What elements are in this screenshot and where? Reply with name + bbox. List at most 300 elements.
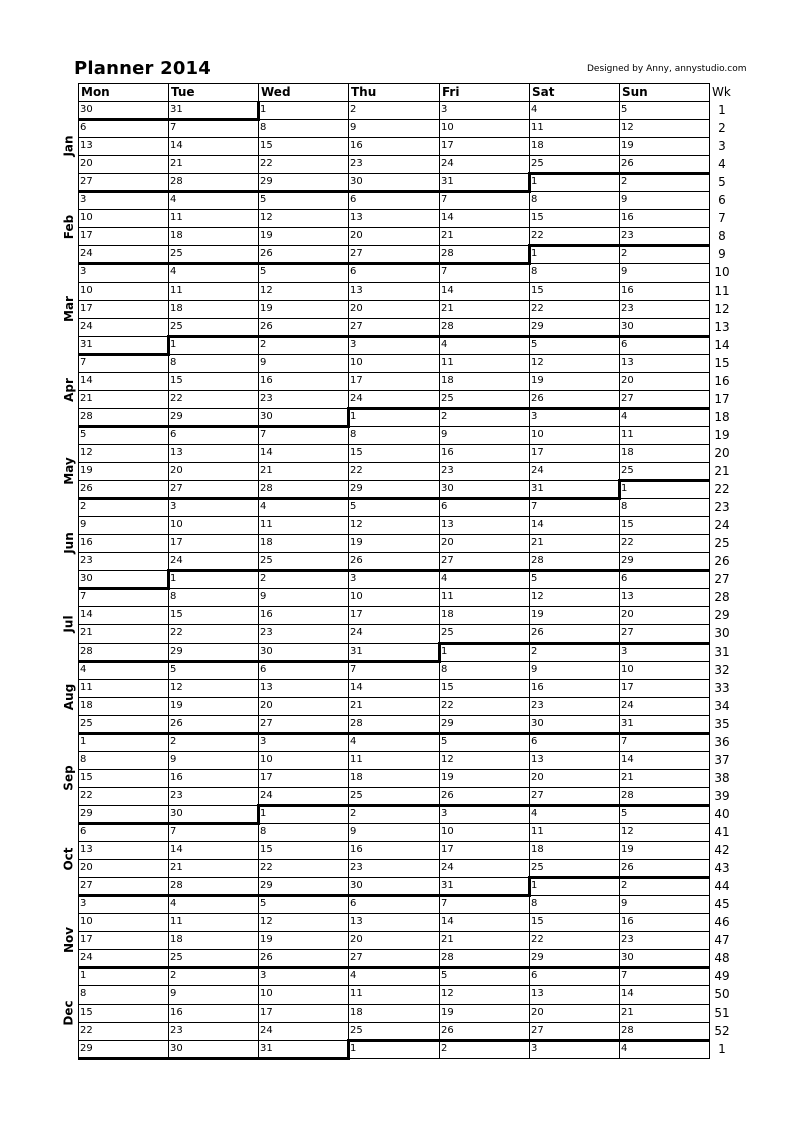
month-boundary (78, 1057, 350, 1060)
grid-hline (78, 534, 710, 535)
day-cell: 6 (170, 428, 177, 440)
day-cell: 14 (80, 609, 93, 621)
month-boundary (528, 244, 710, 247)
day-cell: 4 (441, 338, 448, 350)
day-cell: 6 (441, 501, 448, 513)
month-label-dec (60, 967, 78, 1057)
month-label-jul (60, 588, 78, 660)
day-cell: 17 (621, 681, 634, 693)
day-cell: 23 (621, 934, 634, 946)
day-cell: 2 (621, 248, 628, 260)
day-cell: 27 (531, 789, 544, 801)
day-cell: 10 (531, 428, 544, 440)
day-cell: 28 (441, 320, 454, 332)
day-cell: 19 (441, 771, 454, 783)
day-cell: 16 (531, 681, 544, 693)
day-cell: 17 (80, 934, 93, 946)
day-cell: 1 (260, 807, 267, 819)
day-cell: 12 (260, 916, 273, 928)
week-number: 10 (714, 265, 730, 280)
column-header-sun: Sun (622, 85, 648, 99)
month-boundary (78, 497, 621, 500)
day-cell: 8 (260, 826, 267, 837)
day-cell: 22 (80, 789, 93, 801)
day-cell: 30 (260, 410, 273, 422)
day-cell: 3 (80, 194, 87, 206)
month-label-text: Apr (62, 377, 77, 402)
grid-hline (78, 83, 710, 84)
day-cell: 27 (531, 1024, 544, 1036)
week-number: 47 (714, 933, 730, 948)
day-cell: 27 (350, 248, 363, 260)
day-cell: 1 (260, 104, 267, 115)
month-label-text: Aug (62, 683, 77, 710)
day-cell: 22 (531, 934, 544, 946)
day-cell: 9 (170, 988, 177, 1000)
day-cell: 23 (350, 158, 363, 170)
month-boundary (78, 118, 260, 121)
week-number: 38 (714, 770, 730, 785)
month-label-text: Jun (62, 532, 76, 554)
grid-hline (78, 516, 710, 517)
day-cell: 27 (260, 717, 273, 729)
day-cell: 21 (170, 862, 183, 874)
day-cell: 31 (441, 880, 454, 892)
day-cell: 28 (531, 555, 544, 567)
month-label-text: Oct (62, 847, 76, 871)
week-number: 41 (714, 825, 730, 839)
day-cell: 27 (621, 627, 634, 639)
grid-hline (78, 588, 710, 589)
day-cell: 7 (531, 501, 538, 513)
week-number: 3 (718, 139, 726, 154)
day-cell: 16 (441, 446, 454, 458)
day-cell: 12 (621, 826, 634, 837)
day-cell: 28 (170, 880, 183, 892)
month-label-text: Dec (62, 999, 76, 1026)
day-cell: 24 (260, 789, 273, 801)
month-boundary (78, 262, 531, 265)
week-number: 7 (718, 211, 726, 226)
column-header-mon: Mon (81, 85, 110, 99)
day-cell: 18 (441, 374, 454, 386)
day-cell: 19 (621, 140, 634, 152)
day-cell: 3 (441, 104, 448, 115)
day-cell: 21 (531, 537, 544, 549)
week-number: 31 (714, 644, 730, 659)
day-cell: 20 (350, 302, 363, 314)
week-number: 25 (714, 536, 730, 551)
week-number: 12 (714, 301, 730, 316)
month-label-apr (60, 354, 78, 426)
day-cell: 6 (80, 122, 87, 134)
day-cell: 5 (441, 970, 448, 982)
day-cell: 13 (80, 844, 93, 856)
day-cell: 1 (170, 338, 177, 350)
month-label-text: Nov (62, 927, 77, 954)
day-cell: 2 (441, 410, 448, 422)
day-cell: 24 (441, 158, 454, 170)
day-cell: 3 (260, 970, 267, 982)
day-cell: 22 (260, 862, 273, 874)
day-cell: 23 (441, 465, 454, 476)
week-number: 46 (714, 915, 730, 930)
day-cell: 23 (260, 627, 273, 639)
day-cell: 7 (621, 970, 628, 982)
day-cell: 25 (80, 717, 93, 729)
day-cell: 9 (350, 826, 357, 837)
grid-hline (78, 787, 710, 788)
day-cell: 17 (170, 537, 183, 549)
day-cell: 9 (621, 194, 628, 206)
column-header-fri: Fri (442, 85, 460, 99)
day-cell: 6 (621, 573, 628, 585)
day-cell: 20 (80, 862, 93, 874)
day-cell: 9 (350, 122, 357, 134)
month-boundary (528, 876, 531, 896)
day-cell: 9 (441, 428, 448, 440)
day-cell: 5 (350, 501, 357, 513)
column-header-sat: Sat (532, 85, 555, 99)
week-number: 42 (714, 843, 730, 858)
day-cell: 2 (441, 1042, 448, 1054)
day-cell: 7 (441, 266, 448, 278)
grid-hline (78, 949, 710, 950)
day-cell: 30 (350, 176, 363, 188)
day-cell: 3 (531, 1042, 538, 1054)
day-cell: 14 (350, 681, 363, 693)
day-cell: 2 (260, 573, 267, 585)
day-cell: 2 (170, 970, 177, 982)
day-cell: 2 (80, 501, 87, 513)
day-cell: 30 (350, 880, 363, 892)
day-cell: 23 (170, 1024, 183, 1036)
day-cell: 23 (621, 302, 634, 314)
week-number: 2 (718, 121, 726, 136)
grid-hline (78, 1004, 710, 1005)
month-label-feb (60, 191, 78, 263)
day-cell: 15 (260, 844, 273, 856)
day-cell: 11 (621, 428, 634, 440)
week-number: 13 (714, 319, 730, 334)
day-cell: 12 (531, 356, 544, 368)
day-cell: 24 (80, 952, 93, 964)
day-cell: 1 (621, 483, 628, 495)
week-number: 51 (714, 1005, 730, 1020)
day-cell: 25 (170, 248, 183, 260)
day-cell: 6 (350, 194, 357, 206)
week-number: 22 (714, 482, 730, 497)
day-cell: 6 (350, 266, 357, 278)
day-cell: 11 (260, 519, 273, 531)
month-label-text: Mar (62, 295, 76, 322)
day-cell: 18 (441, 609, 454, 621)
day-cell: 21 (170, 158, 183, 170)
month-label-jan (60, 101, 78, 191)
week-number: 14 (714, 337, 730, 352)
month-boundary (528, 172, 531, 192)
day-cell: 16 (260, 374, 273, 386)
day-cell: 17 (441, 140, 454, 152)
day-cell: 18 (531, 140, 544, 152)
day-cell: 11 (170, 212, 183, 224)
day-cell: 3 (531, 410, 538, 422)
column-header-wed: Wed (261, 85, 291, 99)
day-cell: 23 (531, 699, 544, 711)
week-number: 30 (714, 626, 730, 641)
day-cell: 13 (260, 681, 273, 693)
day-cell: 29 (80, 1042, 93, 1054)
day-cell: 7 (441, 194, 448, 206)
day-cell: 24 (621, 699, 634, 711)
day-cell: 21 (80, 392, 93, 404)
day-cell: 9 (621, 898, 628, 910)
day-cell: 15 (531, 212, 544, 224)
day-cell: 25 (621, 465, 634, 476)
day-cell: 28 (621, 789, 634, 801)
day-cell: 1 (80, 735, 87, 747)
month-boundary (438, 642, 441, 662)
day-cell: 20 (621, 609, 634, 621)
day-cell: 8 (170, 591, 177, 603)
day-cell: 22 (80, 1024, 93, 1036)
grid-hline (78, 227, 710, 228)
day-cell: 19 (260, 302, 273, 314)
grid-hline (78, 372, 710, 373)
day-cell: 4 (531, 807, 538, 819)
day-cell: 20 (350, 230, 363, 242)
day-cell: 31 (621, 717, 634, 729)
day-cell: 4 (350, 970, 357, 982)
month-boundary (438, 642, 710, 645)
day-cell: 19 (170, 699, 183, 711)
day-cell: 12 (531, 591, 544, 603)
day-cell: 16 (621, 916, 634, 928)
day-cell: 23 (170, 789, 183, 801)
week-number: 52 (714, 1023, 730, 1038)
day-cell: 31 (80, 338, 93, 350)
day-cell: 2 (350, 807, 357, 819)
grid-hline (78, 679, 710, 680)
day-cell: 11 (531, 826, 544, 837)
day-cell: 14 (441, 916, 454, 928)
day-cell: 21 (621, 1006, 634, 1018)
day-cell: 4 (621, 1042, 628, 1054)
day-cell: 18 (350, 771, 363, 783)
day-cell: 5 (170, 663, 177, 675)
day-cell: 26 (260, 248, 273, 260)
grid-hline (78, 282, 710, 283)
day-cell: 7 (170, 122, 177, 134)
week-number: 24 (714, 518, 730, 533)
day-cell: 14 (260, 446, 273, 458)
day-cell: 29 (170, 645, 183, 657)
week-number: 36 (714, 734, 730, 749)
day-cell: 7 (260, 428, 267, 440)
day-cell: 2 (260, 338, 267, 350)
day-cell: 23 (80, 555, 93, 567)
column-header-tue: Tue (171, 85, 195, 99)
column-header-thu: Thu (351, 85, 377, 99)
day-cell: 4 (170, 194, 177, 206)
day-cell: 10 (80, 284, 93, 296)
day-cell: 4 (170, 898, 177, 910)
grid-hline (78, 390, 710, 391)
grid-hline (78, 137, 710, 138)
day-cell: 17 (80, 302, 93, 314)
day-cell: 28 (170, 176, 183, 188)
day-cell: 27 (350, 320, 363, 332)
day-cell: 22 (170, 392, 183, 404)
day-cell: 20 (441, 537, 454, 549)
day-cell: 2 (350, 104, 357, 115)
week-number: 18 (714, 409, 730, 424)
day-cell: 13 (531, 988, 544, 1000)
month-boundary (78, 966, 710, 969)
day-cell: 5 (80, 428, 87, 440)
day-cell: 17 (441, 844, 454, 856)
day-cell: 13 (621, 591, 634, 603)
day-cell: 19 (441, 1006, 454, 1018)
day-cell: 26 (621, 158, 634, 170)
day-cell: 6 (531, 735, 538, 747)
day-cell: 30 (80, 573, 93, 585)
grid-hline (78, 462, 710, 463)
week-number: 28 (714, 590, 730, 605)
day-cell: 26 (260, 952, 273, 964)
day-cell: 25 (531, 158, 544, 170)
day-cell: 8 (531, 194, 538, 206)
day-cell: 25 (350, 789, 363, 801)
month-boundary (78, 587, 170, 590)
day-cell: 24 (531, 465, 544, 476)
day-cell: 6 (621, 338, 628, 350)
day-cell: 24 (260, 1024, 273, 1036)
grid-hline (78, 715, 710, 716)
day-cell: 18 (260, 537, 273, 549)
day-cell: 15 (531, 284, 544, 296)
day-cell: 8 (621, 501, 628, 513)
day-cell: 3 (350, 573, 357, 585)
day-cell: 1 (531, 176, 538, 188)
day-cell: 1 (350, 410, 357, 422)
day-cell: 15 (441, 681, 454, 693)
month-boundary (167, 335, 710, 338)
day-cell: 7 (80, 591, 87, 603)
grid-hline (78, 606, 710, 607)
week-number: 35 (714, 716, 730, 731)
day-cell: 29 (260, 880, 273, 892)
day-cell: 26 (350, 555, 363, 567)
day-cell: 8 (80, 753, 87, 765)
day-cell: 5 (621, 104, 628, 115)
day-cell: 5 (531, 338, 538, 350)
day-cell: 20 (260, 699, 273, 711)
day-cell: 10 (80, 916, 93, 928)
day-cell: 26 (531, 627, 544, 639)
day-cell: 25 (170, 320, 183, 332)
day-cell: 6 (260, 663, 267, 675)
month-boundary (78, 822, 260, 825)
month-boundary (528, 244, 531, 264)
day-cell: 8 (260, 122, 267, 134)
day-cell: 19 (350, 537, 363, 549)
month-label-text: May (62, 457, 76, 485)
day-cell: 17 (350, 609, 363, 621)
week-number: 5 (718, 175, 726, 190)
day-cell: 21 (350, 699, 363, 711)
month-boundary (78, 353, 170, 356)
week-number: 44 (714, 879, 730, 894)
month-label-sep (60, 733, 78, 823)
day-cell: 19 (621, 844, 634, 856)
month-boundary (347, 407, 710, 410)
grid-hline (78, 552, 710, 553)
month-boundary (347, 1039, 350, 1059)
grid-hline (78, 480, 710, 481)
day-cell: 15 (170, 374, 183, 386)
day-cell: 25 (350, 1024, 363, 1036)
day-cell: 1 (531, 880, 538, 892)
day-cell: 27 (80, 880, 93, 892)
day-cell: 13 (350, 212, 363, 224)
day-cell: 21 (441, 230, 454, 242)
day-cell: 28 (80, 645, 93, 657)
day-cell: 21 (441, 302, 454, 314)
week-number: 37 (714, 752, 730, 767)
week-number: 50 (714, 987, 730, 1002)
grid-hline (78, 209, 710, 210)
day-cell: 7 (170, 826, 177, 837)
day-cell: 16 (170, 1006, 183, 1018)
grid-hline (78, 444, 710, 445)
day-cell: 24 (80, 320, 93, 332)
day-cell: 17 (260, 1006, 273, 1018)
day-cell: 1 (350, 1042, 357, 1054)
day-cell: 27 (621, 392, 634, 404)
day-cell: 15 (350, 446, 363, 458)
day-cell: 13 (441, 519, 454, 531)
day-cell: 31 (350, 645, 363, 657)
day-cell: 20 (80, 158, 93, 170)
day-cell: 25 (170, 952, 183, 964)
day-cell: 18 (531, 844, 544, 856)
week-number: 49 (714, 969, 730, 984)
day-cell: 12 (260, 212, 273, 224)
day-cell: 14 (531, 519, 544, 531)
day-cell: 28 (350, 717, 363, 729)
day-cell: 22 (531, 302, 544, 314)
month-label-aug (60, 661, 78, 733)
day-cell: 24 (441, 862, 454, 874)
day-cell: 12 (80, 446, 93, 458)
month-label-mar (60, 263, 78, 353)
day-cell: 9 (531, 663, 538, 675)
week-number: 29 (714, 608, 730, 623)
day-cell: 18 (80, 699, 93, 711)
day-cell: 11 (531, 122, 544, 134)
day-cell: 9 (80, 519, 87, 531)
day-cell: 26 (441, 1024, 454, 1036)
day-cell: 24 (170, 555, 183, 567)
day-cell: 27 (350, 952, 363, 964)
day-cell: 20 (531, 771, 544, 783)
day-cell: 29 (441, 717, 454, 729)
day-cell: 13 (531, 753, 544, 765)
week-number: 23 (714, 500, 730, 515)
day-cell: 29 (531, 320, 544, 332)
day-cell: 2 (531, 645, 538, 657)
